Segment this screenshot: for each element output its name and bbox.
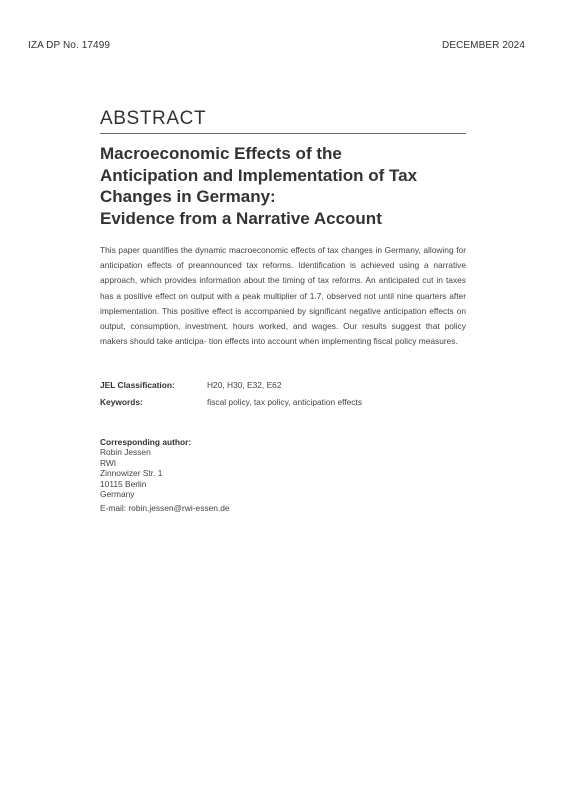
jel-label: JEL Classification: [100,380,175,390]
title-line: Anticipation and Implementation of Tax [100,165,418,185]
keywords-label: Keywords: [100,397,143,407]
corresponding-author [100,437,230,514]
author-label: Corresponding author: [100,437,192,447]
paper-number: IZA DP No. 17499 [28,40,111,51]
heading-divider [100,133,466,134]
title-line: Changes in Germany: [100,187,276,206]
abstract-text: This paper quantifies the dynamic macroeconomic effects of tax changes in Germany, allowing for anticipation effects of preannounced tax reforms. Identification is achieved using a narrative approach, which provides information about the timing of tax reforms. An anticipated cut in taxes has a positive effect on output with a peak multiplier of 1.7, observed not until nine quarters after implementation. This positive effect is accompanied by significant negative anticipation effects on output, consumption, investment, hours worked, and wages. Our results suggest that policy makers should take anticipa- tion effects into account when implementing fiscal policy measures. [100,245,466,347]
author-name: Robin Jessen [100,447,151,458]
section-heading: ABSTRACT [100,108,207,129]
author-city: 10115 Berlin [100,478,147,489]
keywords-value: fiscal policy, tax policy, anticipation effects [207,397,363,407]
author-institution: RWI [100,457,117,468]
paper-title [100,143,480,229]
jel-codes: H20, H30, E32, E62 [207,380,282,390]
author-email: E-mail: robin.jessen@rwi-essen.de [100,503,230,514]
author-country: Germany [100,489,135,500]
author-street: Zinnowizer Str. 1 [100,468,163,479]
title-line: Evidence from a Narrative Account [100,208,382,228]
title-line: Macroeconomic Effects of the [100,144,342,163]
publication-date: DECEMBER 2024 [442,40,525,51]
